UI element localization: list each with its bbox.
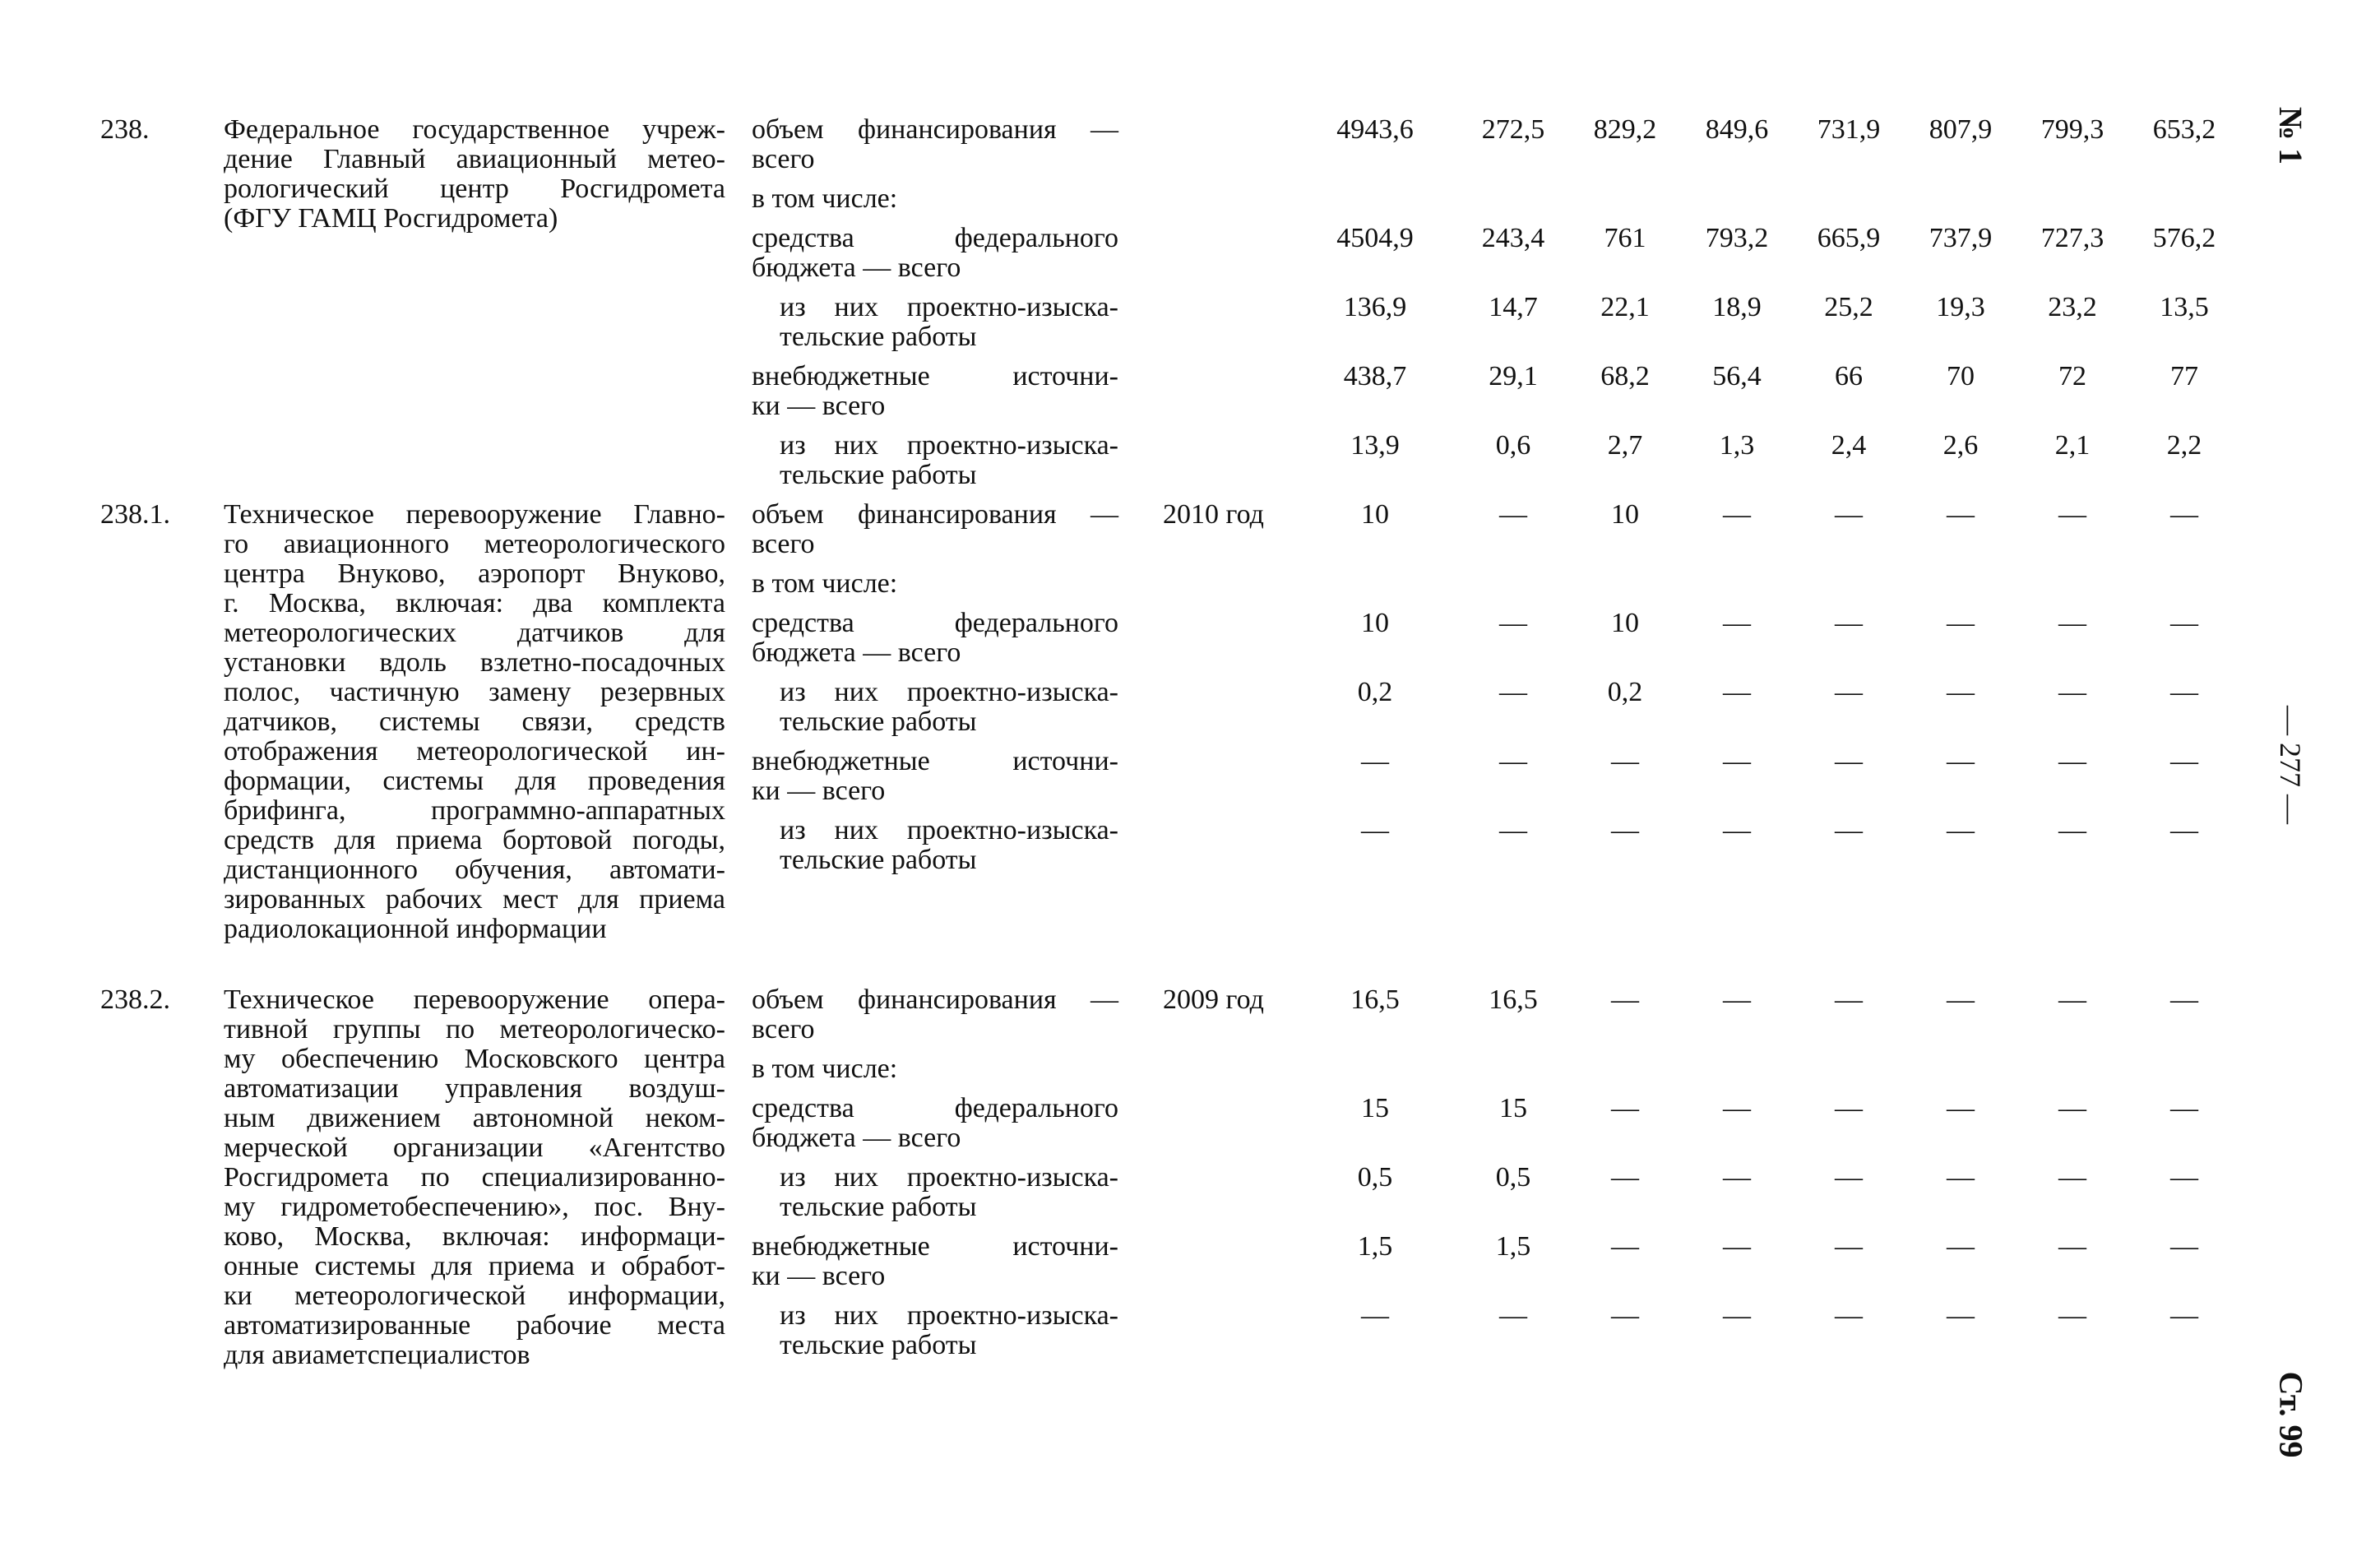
value-cell: — — [2170, 677, 2198, 707]
table-row — [0, 985, 2270, 1045]
value-cell: 1,5 — [1357, 1231, 1393, 1262]
value-cell: — — [1947, 1162, 1975, 1193]
value-cell: — — [1611, 746, 1639, 776]
value-cell: — — [1835, 608, 1863, 638]
value-cell: — — [1835, 1093, 1863, 1123]
entry-name-line: тивной группы по метеорологическо- — [224, 1014, 725, 1045]
row-label-line: средства федерального — [752, 608, 1118, 638]
value-cell: — — [1361, 746, 1389, 776]
row-label-line: тельские работы — [780, 845, 977, 875]
row-label-line: тельские работы — [780, 706, 977, 737]
value-cell: 0,2 — [1357, 677, 1393, 707]
entry-year: 2010 год — [1163, 499, 1264, 530]
value-cell: — — [1361, 815, 1389, 845]
value-cell: 70 — [1947, 361, 1975, 391]
value-cell: — — [2058, 746, 2086, 776]
entry-name-line: для авиаметспециалистов — [224, 1340, 530, 1370]
value-cell: — — [1947, 746, 1975, 776]
entry-name-line: рологический центр Росгидромета — [224, 174, 725, 204]
entry-name-line: брифинга, программно-аппаратных — [224, 795, 725, 826]
table-row — [0, 293, 2270, 352]
entry-number: 238.2. — [100, 984, 170, 1015]
value-cell: 22,1 — [1600, 292, 1650, 322]
value-cell: 665,9 — [1817, 223, 1881, 253]
value-cell: — — [1611, 815, 1639, 845]
entry-name-line: центра Внуково, аэропорт Внуково, — [224, 558, 725, 589]
row-label-line: ки — всего — [752, 391, 886, 421]
value-cell: — — [2170, 746, 2198, 776]
value-cell: — — [1835, 815, 1863, 845]
row-label-line: объем финансирования — — [752, 114, 1118, 145]
table-row — [0, 362, 2270, 421]
table-row — [0, 747, 2270, 806]
row-label-line: из них проектно-изыска- — [780, 292, 1118, 322]
row-label-line: из них проектно-изыска- — [780, 430, 1118, 461]
table-row — [0, 1094, 2270, 1153]
entry-name-line: установки вдоль взлетно-посадочных — [224, 647, 725, 678]
value-cell: — — [1611, 1093, 1639, 1123]
value-cell: — — [1835, 499, 1863, 530]
entry-name-line: му обеспечению Московского центра — [224, 1044, 725, 1074]
value-cell: 2,2 — [2166, 430, 2202, 461]
value-cell: 15 — [1499, 1093, 1527, 1123]
value-cell: 16,5 — [1350, 984, 1400, 1015]
row-label-line: из них проектно-изыска- — [780, 815, 1118, 845]
entry-number: 238.1. — [100, 499, 170, 530]
row-label — [752, 500, 1118, 559]
entry-name-line: Техническое перевооружение Главно- — [224, 499, 725, 530]
row-label — [752, 224, 1118, 283]
value-cell: 2,4 — [1831, 430, 1867, 461]
row-label-line: в том числе: — [752, 183, 898, 214]
entry-name-line: радиолокационной информации — [224, 914, 607, 944]
entry-name-line: Федеральное государственное учреж- — [224, 114, 725, 145]
entry-name-line: ково, Москва, включая: информаци- — [224, 1221, 725, 1252]
value-cell: — — [1835, 1300, 1863, 1331]
value-cell: 136,9 — [1343, 292, 1407, 322]
value-cell: 438,7 — [1343, 361, 1407, 391]
value-cell: 2,6 — [1942, 430, 1979, 461]
entry-name-line: зированных рабочих мест для приема — [224, 884, 725, 915]
entry-name-line: Техническое перевооружение опера- — [224, 984, 725, 1015]
value-cell: 72 — [2058, 361, 2086, 391]
value-cell: — — [1947, 815, 1975, 845]
value-cell: — — [1835, 984, 1863, 1015]
row-label-line: бюджета — всего — [752, 637, 961, 668]
row-label-line: из них проектно-изыска- — [780, 1162, 1118, 1193]
table-row — [0, 1163, 2270, 1222]
row-label-line: средства федерального — [752, 223, 1118, 253]
row-label-line: объем финансирования — — [752, 499, 1118, 530]
row-label-line: внебюджетные источни- — [752, 746, 1118, 776]
row-label-line: всего — [752, 1014, 815, 1045]
value-cell: — — [1499, 1300, 1527, 1331]
value-cell: — — [2170, 984, 2198, 1015]
value-cell: — — [1947, 1300, 1975, 1331]
table-row — [0, 500, 2270, 559]
value-cell: 1,5 — [1495, 1231, 1531, 1262]
entry-name-line: му гидрометобеспечению», пос. Вну- — [224, 1192, 725, 1222]
row-label-line: внебюджетные источни- — [752, 361, 1118, 391]
entry-name-line: ным движением автономной неком- — [224, 1103, 725, 1133]
value-cell: — — [1723, 677, 1751, 707]
value-cell: — — [2058, 1093, 2086, 1123]
table-entry — [0, 985, 2270, 1561]
value-cell: — — [1611, 1162, 1639, 1193]
value-cell: 0,6 — [1495, 430, 1531, 461]
row-label-line: тельские работы — [780, 1330, 977, 1360]
value-cell: — — [1723, 1162, 1751, 1193]
row-label-line: ки — всего — [752, 1261, 886, 1291]
value-cell: 653,2 — [2152, 114, 2216, 145]
entry-name-line: отображения метеорологической ин- — [224, 736, 725, 767]
row-label — [752, 747, 1118, 806]
value-cell: — — [2058, 1300, 2086, 1331]
row-label — [752, 609, 1118, 668]
value-cell: — — [1499, 815, 1527, 845]
entry-name-line: онные системы для приема и обработ- — [224, 1251, 725, 1281]
value-cell: — — [1723, 608, 1751, 638]
entry-name-line: дистанционного обучения, автомати- — [224, 855, 725, 885]
value-cell: — — [1499, 746, 1527, 776]
value-cell: 19,3 — [1936, 292, 1985, 322]
row-label-line: в том числе: — [752, 568, 898, 599]
issue-number: № 1 — [2271, 106, 2309, 165]
value-cell: 25,2 — [1824, 292, 1873, 322]
row-label — [780, 1163, 1118, 1222]
row-label — [752, 1232, 1118, 1291]
row-label — [752, 1094, 1118, 1153]
value-cell: — — [1947, 1231, 1975, 1262]
value-cell: — — [1835, 746, 1863, 776]
value-cell: 829,2 — [1593, 114, 1657, 145]
value-cell: 243,4 — [1481, 223, 1545, 253]
page-number: — 277 — — [2274, 706, 2307, 824]
entry-name-line: автоматизации управления воздуш- — [224, 1073, 725, 1104]
value-cell: — — [2058, 1231, 2086, 1262]
value-cell: 18,9 — [1712, 292, 1762, 322]
row-label-line: всего — [752, 529, 815, 559]
value-cell: 13,9 — [1350, 430, 1400, 461]
value-cell: — — [2058, 677, 2086, 707]
value-cell: 13,5 — [2160, 292, 2209, 322]
value-cell: — — [1611, 1300, 1639, 1331]
value-cell: 66 — [1835, 361, 1863, 391]
row-label — [752, 985, 1118, 1045]
row-label-line: всего — [752, 144, 815, 174]
value-cell: 23,2 — [2048, 292, 2097, 322]
row-label — [780, 1301, 1118, 1360]
entry-name-line: Росгидромета по специализированно- — [224, 1162, 725, 1193]
value-cell: 272,5 — [1481, 114, 1545, 145]
row-label-line: из них проектно-изыска- — [780, 1300, 1118, 1331]
value-cell: 16,5 — [1489, 984, 1538, 1015]
value-cell: 15 — [1361, 1093, 1389, 1123]
value-cell: — — [1499, 608, 1527, 638]
row-label — [752, 569, 1118, 599]
row-label — [752, 1054, 1118, 1084]
value-cell: 10 — [1611, 499, 1639, 530]
entry-name-line: автоматизированные рабочие места — [224, 1310, 725, 1341]
value-cell: — — [1947, 608, 1975, 638]
value-cell: — — [1835, 677, 1863, 707]
entry-name-line: полос, частичную замену резервных — [224, 677, 725, 707]
row-label-line: тельские работы — [780, 322, 977, 352]
value-cell: — — [2058, 1162, 2086, 1193]
value-cell: — — [1611, 984, 1639, 1015]
value-cell: 2,1 — [2054, 430, 2091, 461]
row-label — [780, 293, 1118, 352]
row-label-line: ки — всего — [752, 776, 886, 806]
row-label — [780, 678, 1118, 737]
value-cell: 761 — [1604, 223, 1646, 253]
entry-name-line: метеорологических датчиков для — [224, 618, 725, 648]
value-cell: 10 — [1361, 499, 1389, 530]
value-cell: — — [1499, 499, 1527, 530]
value-cell: — — [2170, 1231, 2198, 1262]
value-cell: — — [2170, 815, 2198, 845]
article-number: Ст. 99 — [2272, 1371, 2309, 1458]
entry-name-line: дение Главный авиационный метео- — [224, 144, 725, 174]
margin-issue-number — [2245, 90, 2336, 181]
value-cell: 4943,6 — [1336, 114, 1414, 145]
entry-name-line: го авиационного метеорологического — [224, 529, 725, 559]
value-cell: 10 — [1361, 608, 1389, 638]
table-row — [0, 678, 2270, 737]
value-cell: 0,2 — [1607, 677, 1643, 707]
margin-article-number — [2245, 1341, 2336, 1489]
value-cell: 1,3 — [1719, 430, 1755, 461]
row-label-line: бюджета — всего — [752, 252, 961, 283]
row-label — [752, 184, 1118, 214]
value-cell: — — [1947, 1093, 1975, 1123]
value-cell: 727,3 — [2040, 223, 2104, 253]
row-label-line: средства федерального — [752, 1093, 1118, 1123]
value-cell: 29,1 — [1489, 361, 1538, 391]
value-cell: — — [1723, 815, 1751, 845]
entry-name-line: ки метеорологической информации, — [224, 1281, 725, 1311]
value-cell: — — [2170, 1300, 2198, 1331]
table-row — [0, 1301, 2270, 1360]
entry-year: 2009 год — [1163, 984, 1264, 1015]
value-cell: 737,9 — [1929, 223, 1993, 253]
entry-name-line: формации, системы для проведения — [224, 766, 725, 796]
row-label-line: объем финансирования — — [752, 984, 1118, 1015]
value-cell: 0,5 — [1495, 1162, 1531, 1193]
value-cell: — — [1723, 1093, 1751, 1123]
entry-number: 238. — [100, 114, 150, 145]
value-cell: — — [1835, 1162, 1863, 1193]
value-cell: 807,9 — [1929, 114, 1993, 145]
table-row — [0, 224, 2270, 283]
entry-name-line: г. Москва, включая: два комплекта — [224, 588, 725, 618]
value-cell: — — [2170, 1162, 2198, 1193]
row-label — [752, 362, 1118, 421]
row-label — [780, 431, 1118, 490]
row-label-line: внебюджетные источни- — [752, 1231, 1118, 1262]
value-cell: — — [2058, 499, 2086, 530]
value-cell: — — [1947, 499, 1975, 530]
entry-name-line: датчиков, системы связи, средств — [224, 706, 725, 737]
row-label-line: в том числе: — [752, 1054, 898, 1084]
entry-name-line: средств для приема бортовой погоды, — [224, 825, 725, 855]
table-row — [0, 816, 2270, 875]
value-cell: — — [1611, 1231, 1639, 1262]
row-label-line: из них проектно-изыска- — [780, 677, 1118, 707]
value-cell: 0,5 — [1357, 1162, 1393, 1193]
value-cell: 10 — [1611, 608, 1639, 638]
row-label — [752, 115, 1118, 174]
value-cell: 576,2 — [2152, 223, 2216, 253]
value-cell: 4504,9 — [1336, 223, 1414, 253]
value-cell: 799,3 — [2040, 114, 2104, 145]
row-label-line: тельские работы — [780, 460, 977, 490]
value-cell: — — [1361, 1300, 1389, 1331]
value-cell: 14,7 — [1489, 292, 1538, 322]
value-cell: — — [1723, 1231, 1751, 1262]
value-cell: — — [2170, 499, 2198, 530]
value-cell: — — [2170, 608, 2198, 638]
value-cell: — — [2058, 815, 2086, 845]
value-cell: — — [1947, 984, 1975, 1015]
row-label — [780, 816, 1118, 875]
value-cell: 731,9 — [1817, 114, 1881, 145]
value-cell: — — [2058, 608, 2086, 638]
table-row — [0, 115, 2270, 174]
value-cell: 77 — [2170, 361, 2198, 391]
table-row — [0, 431, 2270, 490]
value-cell: 68,2 — [1600, 361, 1650, 391]
value-cell: — — [1723, 746, 1751, 776]
value-cell: 56,4 — [1712, 361, 1762, 391]
row-label-line: тельские работы — [780, 1192, 977, 1222]
value-cell: 849,6 — [1705, 114, 1769, 145]
entry-name-line: мерческой организации «Агентство — [224, 1133, 725, 1163]
margin-page-number — [2245, 683, 2336, 847]
table-row — [0, 609, 2270, 668]
value-cell: 2,7 — [1607, 430, 1643, 461]
value-cell: — — [1499, 677, 1527, 707]
table-row — [0, 1232, 2270, 1291]
entry-name-line: (ФГУ ГАМЦ Росгидромета) — [224, 203, 558, 234]
value-cell: — — [1723, 1300, 1751, 1331]
value-cell: — — [1723, 984, 1751, 1015]
value-cell: — — [1723, 499, 1751, 530]
value-cell: — — [1835, 1231, 1863, 1262]
value-cell: 793,2 — [1705, 223, 1769, 253]
value-cell: — — [2058, 984, 2086, 1015]
value-cell: — — [1947, 677, 1975, 707]
value-cell: — — [2170, 1093, 2198, 1123]
row-label-line: бюджета — всего — [752, 1123, 961, 1153]
